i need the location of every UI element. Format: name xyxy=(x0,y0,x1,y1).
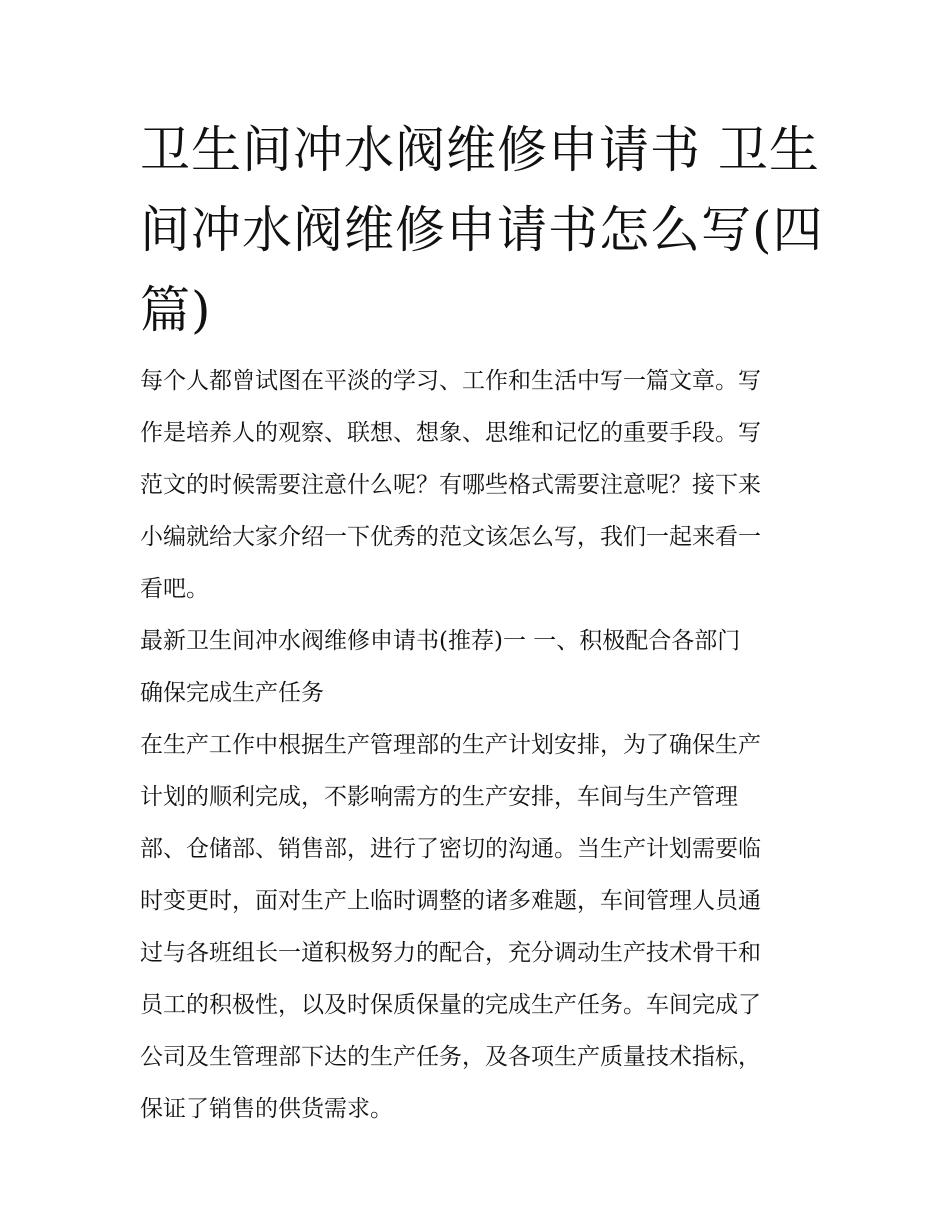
text-line: 过与各班组长一道积极努力的配合，充分调动生产技术骨干和 xyxy=(140,940,761,966)
section-heading xyxy=(140,615,820,719)
text-line: 最新卫生间冲水阀维修申请书(推荐)一 一、积极配合各部门 xyxy=(140,628,741,654)
body-paragraph xyxy=(140,719,820,1135)
document-title xyxy=(140,110,824,350)
text-line: 作是培养人的观察、联想、想象、思维和记忆的重要手段。写 xyxy=(140,420,761,446)
text-line: 公司及生管理部下达的生产任务，及各项生产质量技术指标， xyxy=(140,1044,761,1070)
text-line: 看吧。 xyxy=(140,576,209,602)
text-line: 保证了销售的供货需求。 xyxy=(140,1096,393,1122)
text-line: 确保完成生产任务 xyxy=(140,680,324,706)
text-line: 部、仓储部、销售部，进行了密切的沟通。当生产计划需要临 xyxy=(140,836,761,862)
text-line: 时变更时，面对生产上临时调整的诸多难题，车间管理人员通 xyxy=(140,888,761,914)
document-body xyxy=(140,355,820,1135)
title-line: 卫生间冲水阀维修申请书 卫生 xyxy=(140,121,820,179)
text-line: 范文的时候需要注意什么呢？有哪些格式需要注意呢？接下来 xyxy=(140,472,761,498)
text-line: 计划的顺利完成，不影响需方的生产安排，车间与生产管理 xyxy=(140,784,738,810)
title-line: 篇) xyxy=(140,281,212,339)
text-line: 在生产工作中根据生产管理部的生产计划安排，为了确保生产 xyxy=(140,732,761,758)
text-line: 每个人都曾试图在平淡的学习、工作和生活中写一篇文章。写 xyxy=(140,368,761,394)
text-line: 员工的积极性，以及时保质保量的完成生产任务。车间完成了 xyxy=(140,992,761,1018)
intro-paragraph xyxy=(140,355,820,615)
title-line: 间冲水阀维修申请书怎么写(四 xyxy=(140,201,824,259)
text-line: 小编就给大家介绍一下优秀的范文该怎么写，我们一起来看一 xyxy=(140,524,761,550)
